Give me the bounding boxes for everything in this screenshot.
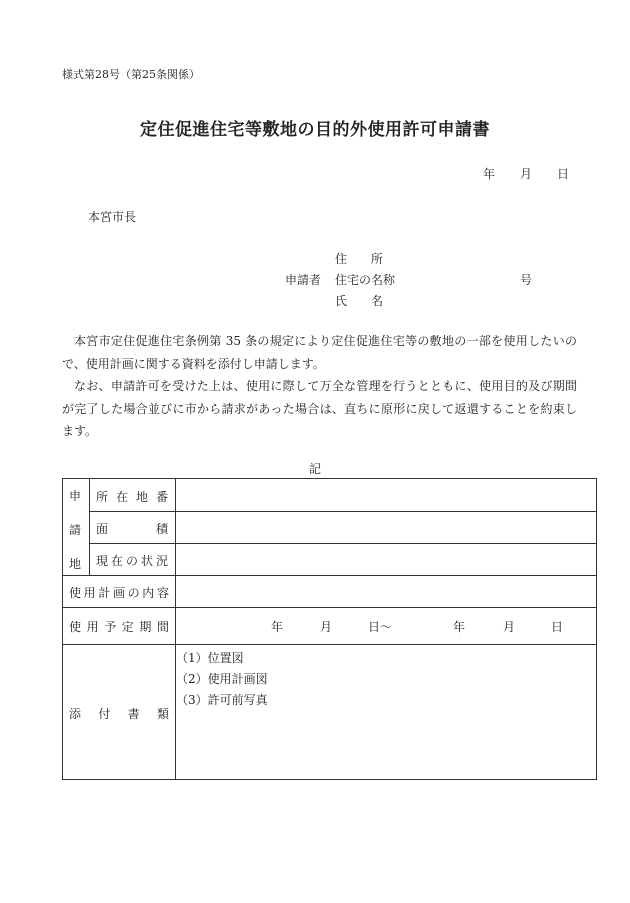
usage-plan-label: 使 用 計 画 の 内 容: [69, 586, 169, 600]
period-label: 使 用 予 定 期 間: [69, 620, 169, 634]
attachment-item: （1）位置図: [176, 651, 244, 665]
attachments-label: 添 付 書 類: [69, 707, 169, 721]
application-statement: [62, 330, 577, 443]
date-year-label: 年: [483, 167, 496, 181]
current-status-label: 現 在 の 状 況: [96, 554, 168, 568]
date-day-label: 日: [557, 167, 570, 181]
address-label: 住 所: [335, 252, 384, 266]
form-number: 様式第28号（第25条関係）: [62, 68, 200, 81]
room-number-suffix: 号: [520, 273, 533, 287]
statement-paragraph-1: 本宮市定住促進住宅条例第 35 条の規定により定住促進住宅等の敷地の一部を使用したいので、使用計画に関する資料を添付し申請します。: [62, 334, 577, 371]
name-label: 氏 名: [335, 294, 384, 308]
period-start-day: 日～: [368, 620, 393, 634]
group-char-3: 地: [69, 557, 82, 571]
attachment-item: （2）使用計画図: [176, 672, 268, 686]
attachment-item: （3）許可前写真: [176, 693, 268, 707]
group-char-2: 請: [69, 523, 82, 537]
period-start-year: 年: [271, 620, 284, 634]
housing-name-label: 住宅の名称: [335, 273, 396, 287]
addressee: 本宮市長: [88, 210, 137, 224]
application-table: [62, 478, 597, 780]
applicant-role-label: 申請者: [285, 273, 322, 287]
period-end-year: 年: [453, 620, 466, 634]
ki-heading: 記: [308, 462, 321, 476]
period-end-month: 月: [503, 620, 516, 634]
area-label: 面 積: [96, 522, 168, 536]
statement-paragraph-2: なお、申請許可を受けた上は、使用に際して万全な管理を行うとともに、使用目的及び期間が完了した場合並びに市から請求があった場合は、直ちに原形に戻して返還することを約束します。: [62, 379, 577, 438]
group-char-1: 申: [69, 489, 82, 503]
date-month-label: 月: [520, 167, 533, 181]
document-title: 定住促進住宅等敷地の目的外使用許可申請書: [140, 120, 490, 140]
period-start-month: 月: [320, 620, 333, 634]
location-label: 所 在 地 番: [96, 490, 168, 504]
period-end-day: 日: [551, 620, 564, 634]
